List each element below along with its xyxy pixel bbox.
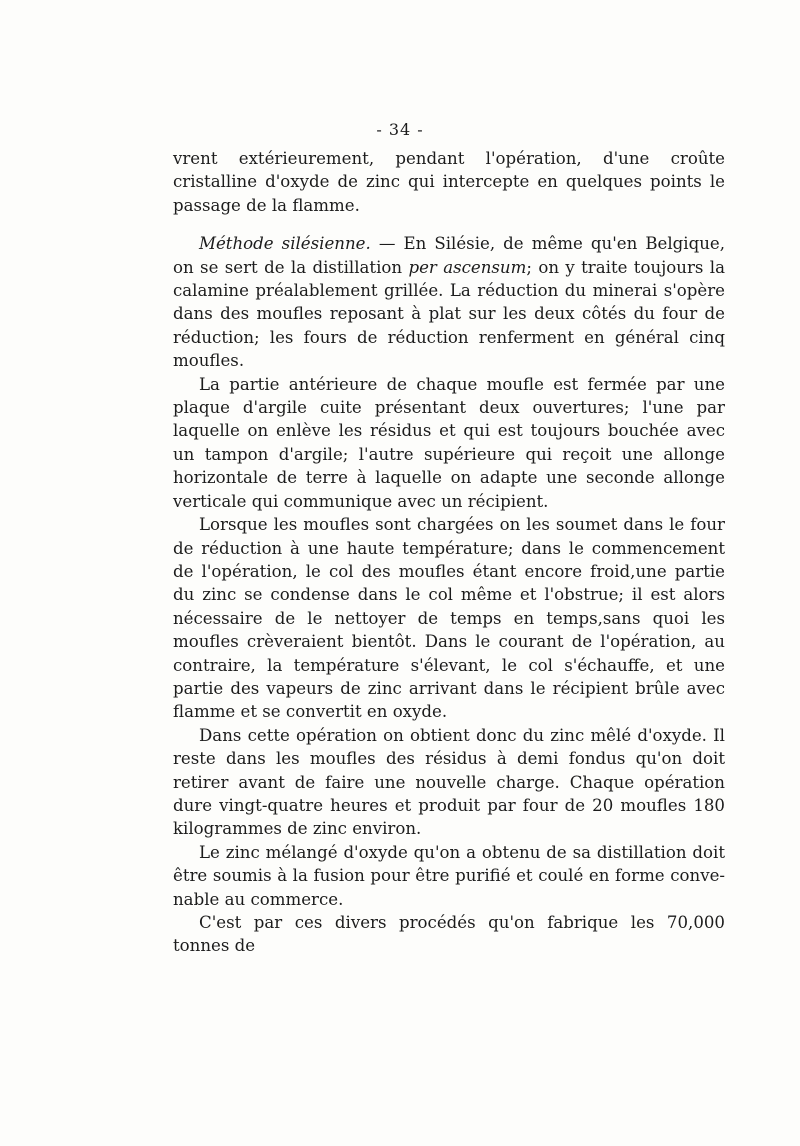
latin-term: per ascensum bbox=[408, 257, 527, 277]
paragraph-continuation: vrent extérieurement, pendant l'opération, d'une croûte cristalline d'oxyde de zinc qui intercepte en quelques points le passage de la flamme. bbox=[173, 149, 725, 215]
paragraph: Dans cette opération on obtient donc du zinc mêlé d'oxyde. Il reste dans les moufles des résidus à demi fondus qu'on doit retirer avant de faire une nouvelle charge. Chaque opération dure vingt-quatre heures et produit par four de 20 moufles 180 kilogrammes de zinc environ. bbox=[173, 725, 725, 839]
paragraph-text: — En Silésie, de même qu'en Belgique, on se sert de la distillation bbox=[173, 234, 726, 277]
paragraph: C'est par ces divers procédés qu'on fabrique les 70,000 tonnes de bbox=[173, 913, 725, 956]
paragraph: Le zinc mélangé d'oxyde qu'on a obtenu de sa distillation doit être soumis à la fusion pour être purifié et coulé en forme convenable au commerce. bbox=[173, 842, 725, 909]
paragraph: La partie antérieure de chaque moufle est fermée par une plaque d'argile cuite présentant deux ouvertures; l'une par laquelle on enlève les résidus et qui est toujours bouchée avec un tampon d'argile; l'autre supérieure qui reçoit une allonge horizontale de terre à laquelle on adapte une seconde allonge verticale qui communique avec un récipient. bbox=[173, 374, 725, 511]
paragraph-text: ; on y traite toujours la calamine préalablement grillée. La réduction du minerai s'opère dans des moufles reposant à plat sur les deux côtés du four de réduction; les fours de réduction renferment en général cinq moufles. bbox=[173, 257, 726, 371]
section-heading: Méthode silésienne. bbox=[199, 234, 371, 254]
page-number: - 34 - bbox=[376, 120, 424, 139]
paragraph-silesian-method bbox=[173, 232, 725, 372]
body-text bbox=[173, 147, 725, 958]
paragraph: Lorsque les moufles sont chargées on les soumet dans le four de réduction à une haute température; dans le commencement de l'opération, le col des moufles étant encore froid,une partie du zinc se condense dans le col même et l'obstrue; il est alors nécessaire de le nettoyer de temps en temps,sans quoi les moufles crèveraient bientôt. Dans le courant de l'opération, au contraire, la température s'élevant, le col s'échauffe, et une partie des vapeurs de zinc arrivant dans le récipient brûle avec flamme et se convertit en oxyde. bbox=[173, 515, 725, 722]
